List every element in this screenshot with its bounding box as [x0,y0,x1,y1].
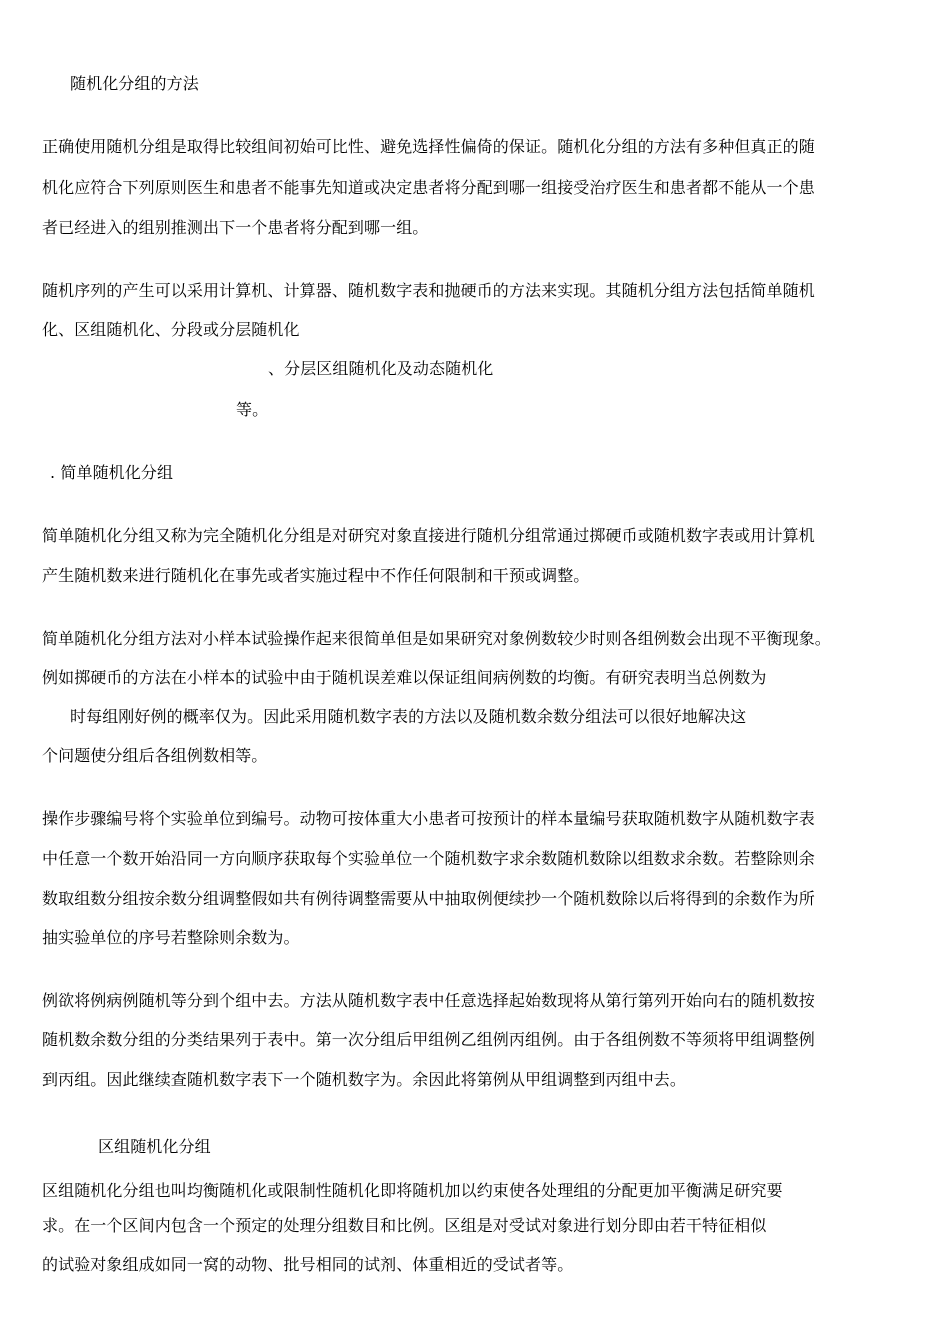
text-line: 到丙组。因此继续查随机数字表下一个随机数字为。余因此将第例从甲组调整到丙组中去。 [42,1070,687,1089]
text-line: 产生随机数来进行随机化在事先或者实施过程中不作任何限制和干预或调整。 [42,566,590,585]
text-line: 中任意一个数开始沿同一方向顺序获取每个实验单位一个随机数字求余数随机数除以组数求余数。若整除则余 [42,849,815,868]
text-line: 操作步骤编号将个实验单位到编号。动物可按体重大小患者可按预计的样本量编号获取随机数字从随机数字表 [42,809,815,828]
text-line: 简单随机化分组又称为完全随机化分组是对研究对象直接进行随机分组常通过掷硬币或随机数字表或用计算机 [42,526,815,545]
text-line: 者已经进入的组别推测出下一个患者将分配到哪一组。 [42,218,429,237]
text-line: 随机序列的产生可以采用计算机、计算器、随机数字表和抛硬币的方法来实现。其随机分组方法包括简单随机 [42,281,815,300]
text-line: 的试验对象组成如同一窝的动物、批号相同的试剂、体重相近的受试者等。 [42,1255,574,1274]
text-line: 求。在一个区间内包含一个预定的处理分组数目和比例。区组是对受试对象进行划分即由若干特征相似 [42,1216,767,1235]
section-heading-simple-randomization: . 简单随机化分组 [50,463,174,482]
section-heading-randomization-methods: 随机化分组的方法 [70,74,199,93]
text-line: 数取组数分组按余数分组调整假如共有例待调整需要从中抽取例便续抄一个随机数除以后将得到的余数作为所 [42,889,815,908]
text-line: 正确使用随机分组是取得比较组间初始可比性、避免选择性偏倚的保证。随机化分组的方法有多种但真正的随 [42,137,815,156]
text-line: 简单随机化分组方法对小样本试验操作起来很简单但是如果研究对象例数较少时则各组例数会出现不平衡现象。 [42,629,831,648]
text-line: 抽实验单位的序号若整除则余数为。 [42,928,300,947]
text-line: 个问题使分组后各组例数相等。 [42,746,268,765]
text-line: 例如掷硬币的方法在小样本的试验中由于随机误差难以保证组间病例数的均衡。有研究表明当总例数为 [42,668,767,687]
text-line: 时每组刚好例的概率仅为。因此采用随机数字表的方法以及随机数余数分组法可以很好地解决这 [70,707,747,726]
text-line: 例欲将例病例随机等分到个组中去。方法从随机数字表中任意选择起始数现将从第行第列开始向右的随机数按 [42,991,815,1010]
text-line: 、分层区组随机化及动态随机化 [268,359,494,378]
text-line: 机化应符合下列原则医生和患者不能事先知道或决定患者将分配到哪一组接受治疗医生和患者都不能从一个患 [42,178,815,197]
text-line: 化、区组随机化、分段或分层随机化 [42,320,300,339]
text-line: 等。 [236,400,269,419]
text-line: 区组随机化分组也叫均衡随机化或限制性随机化即将随机加以约束使各处理组的分配更加平衡满足研究要 [42,1181,783,1200]
text-line: 随机数余数分组的分类结果列于表中。第一次分组后甲组例乙组例丙组例。由于各组例数不等须将甲组调整例 [42,1030,815,1049]
section-heading-block-randomization: 区组随机化分组 [98,1137,211,1156]
